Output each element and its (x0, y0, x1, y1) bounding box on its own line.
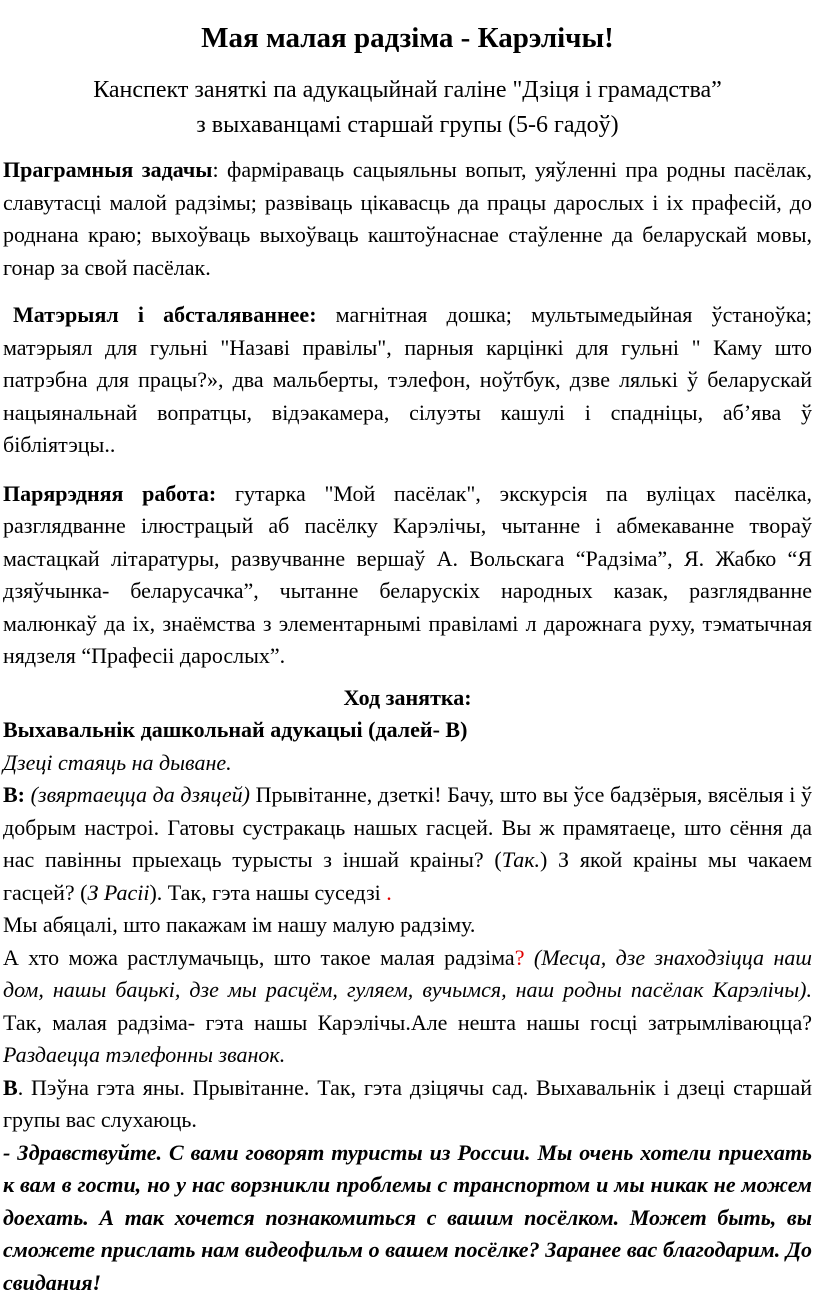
homeland-followup: Так, малая радзіма- гэта нашы Карэлічы.Але нешта нашы госці затрымліваюцца? (3, 1009, 812, 1035)
stage-direction-children: Дзеці стаяць на дыване. (3, 749, 232, 775)
teacher-intro-line: Выхавальнік дашкольнай адукацыі (далей- В) (3, 717, 468, 742)
homeland-question-paragraph (3, 942, 812, 1072)
red-period-mark: . (380, 879, 392, 905)
promise-line: Мы абяцалі, што пакажам ім нашу малую радзіму. (3, 912, 476, 937)
preliminary-work-text: гутарка "Мой пасёлак", экскурсія па вуліцах пасёлка, разглядванне ілюстрацый аб пасёлку Карэлічы, чытанне і абмекаванне твораў мастацкай літаратуры, развучванне вершаў А. Вольскага “Радзіма”, Я. Жабко “Я дзяўчынка- беларусачка”, чытанне беларускіх народных казак, разглядванне малюнкаў да іх, знаёмства з элементарнымі правіламі л дарожнага руху, тэматычная нядзеля “Прафесіі дарослых”. (3, 480, 812, 668)
dialogue-text-2: ) З якой краіны мы чакаем гасцей? ( (3, 847, 812, 905)
homeland-answer: (Месца, дзе знаходзіцца наш дом, нашы бацькі, дзе мы расцём, гуляем, вучымся, наш родны пасёлак Карэлічы). (3, 944, 812, 1002)
subtitle-line-2: з выхаванцамі старшай групы (5-6 гадоў) (196, 112, 619, 138)
program-tasks-text: : фарміраваць сацыяльны вопыт, уяўленні пра родны пасёлак, славутасці малой радзімы; развіваць цікавасць да працы дарослых і іх прафесій, до роднана краю; выхоўваць выхоўваць каштоўнаснае стаўленне да беларускай мовы, гонар за свой пасёлак. (3, 157, 812, 280)
dialogue-teacher-phone (3, 1072, 812, 1137)
children-answer-2: З Расіі (87, 879, 150, 905)
lesson-course-heading: Ход занятка: (343, 684, 472, 710)
tourists-phone-call-paragraph: - Здравствуйте. С вами говорят туристы из России. Мы очень хотели приехать к вам в гости, но у нас ворзникли проблемы с транспортом и мы никак не можем доехать. А так хочется познакомиться с вашим посёлком. Может быть, вы сможете прислать нам видеофильм о вашем посёлке? Заранее вас благодарим. До свидания! (3, 1139, 812, 1295)
materials-label: Матэрыял і абсталяваннее: (13, 302, 317, 327)
materials-paragraph (3, 299, 812, 462)
children-answer-1: Так. (501, 847, 540, 872)
subtitle-line-1: Канспект заняткі па адукацыйнай галіне "Дзіця і грамадства” (93, 77, 722, 103)
preliminary-work-label: Парярэдняя работа: (3, 480, 217, 506)
program-tasks-paragraph (3, 154, 812, 284)
preliminary-work-paragraph (3, 478, 812, 673)
doc-subtitle (3, 73, 812, 143)
program-tasks-label: Праграмныя задачы (3, 157, 213, 182)
page-title: Мая малая радзіма - Карэлічы! (201, 22, 614, 54)
red-question-mark: ? (514, 944, 525, 970)
stage-direction-phone-ring: Раздаецца тэлефонны званок. (3, 1042, 286, 1067)
dialogue-text-3: ). Так, гэта нашы суседзі (149, 879, 381, 905)
speaker-label-b2: В (3, 1074, 18, 1100)
dialogue-teacher-greeting (3, 779, 812, 909)
dialogue-text-1: Прывітанне, дзеткі! Бачу, што вы ўсе бадзёрыя, вясёлыя і ў добрым настроі. Гатовы сустракаць нашых гасцей. Вы ж прамятаеце, што сёння да нас павінны прыехаць турысты з іншай краіны? ( (3, 782, 812, 872)
materials-text: магнітная дошка; мультымедыйная ўстаноўка; матэрыял для гульні "Назаві правілы", парныя карцінкі для гульні " Каму што патрэбна для працы?», два мальберты, тэлефон, ноўтбук, дзве лялькі ў беларускай нацыянальнай вопратцы, відэакамера, сілуэты кашулі і спадніцы, аб’ява ў бібліятэцы.. (3, 302, 812, 457)
dialogue-phone-text: . Пэўна гэта яны. Прывітанне. Так, гэта дзіцячы сад. Выхавальнік і дзеці старшай групы вас слухаюць. (3, 1074, 812, 1132)
aside-direction: (звяртаецца да дзяцей) (25, 782, 256, 807)
speaker-label-b1: В: (3, 782, 25, 807)
homeland-question: А хто можа растлумачыць, што такое малая радзіма (3, 944, 515, 970)
